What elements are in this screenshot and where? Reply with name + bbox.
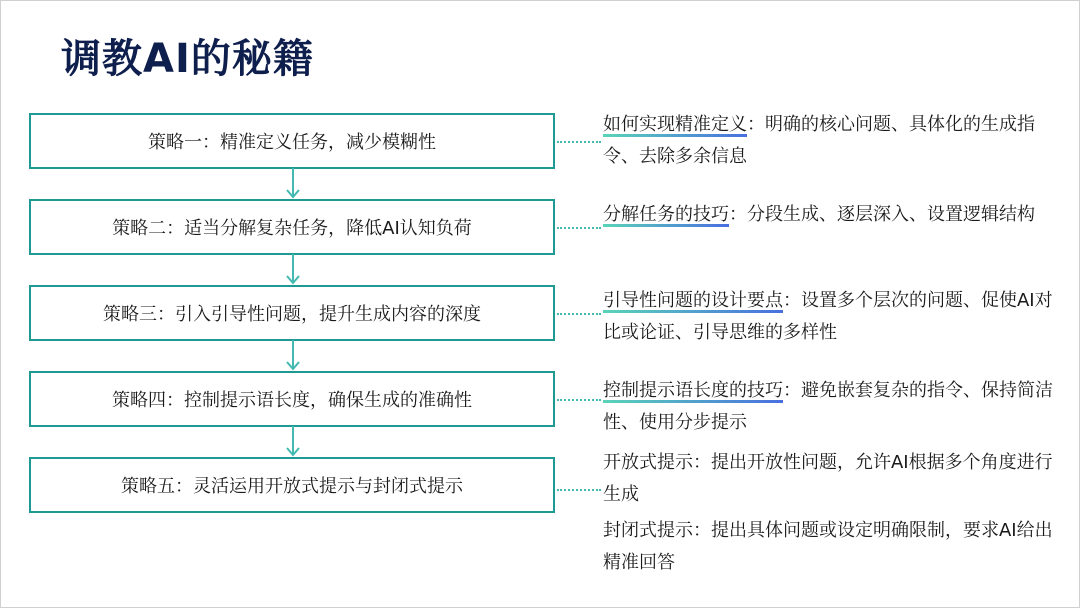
note-text: ：分段生成、逐层深入、设置逻辑结构 [729, 204, 1035, 225]
note-2 [603, 199, 1063, 231]
note-text: ：设置多个层次的问题、促使AI对比或论证、引导思维的多样性 [603, 290, 1053, 343]
dotted-connector [557, 227, 601, 229]
note-4 [603, 375, 1063, 439]
note-text: ：避免嵌套复杂的指令、保持简洁性、使用分步提示 [603, 380, 1053, 433]
note-highlight: 引导性问题的设计要点 [603, 290, 783, 311]
note-5 [603, 447, 1063, 579]
dotted-connector [557, 489, 601, 491]
down-arrow-icon [285, 254, 301, 286]
note-highlight: 分解任务的技巧 [603, 204, 729, 225]
down-arrow-icon [285, 426, 301, 458]
note-closed-prompt: 封闭式提示：提出具体问题或设定明确限制，要求AI给出精准回答 [603, 520, 1053, 573]
down-arrow-icon [285, 168, 301, 200]
note-text: ：明确的核心问题、具体化的生成指令、去除多余信息 [603, 114, 1035, 167]
down-arrow-icon [285, 340, 301, 372]
dotted-connector [557, 141, 601, 143]
strategy-box-1: 策略一：精准定义任务，减少模糊性 [29, 113, 555, 169]
dotted-connector [557, 313, 601, 315]
strategy-box-2: 策略二：适当分解复杂任务，降低AI认知负荷 [29, 199, 555, 255]
note-1 [603, 109, 1063, 173]
page-title: 调教AI的秘籍 [61, 36, 314, 82]
strategy-box-4: 策略四：控制提示语长度，确保生成的准确性 [29, 371, 555, 427]
note-3 [603, 285, 1063, 349]
dotted-connector [557, 399, 601, 401]
note-highlight: 控制提示语长度的技巧 [603, 380, 783, 401]
strategy-box-5: 策略五：灵活运用开放式提示与封闭式提示 [29, 457, 555, 513]
note-highlight: 如何实现精准定义 [603, 114, 747, 135]
note-open-prompt: 开放式提示：提出开放性问题，允许AI根据多个角度进行生成 [603, 452, 1053, 505]
strategy-box-3: 策略三：引入引导性问题，提升生成内容的深度 [29, 285, 555, 341]
